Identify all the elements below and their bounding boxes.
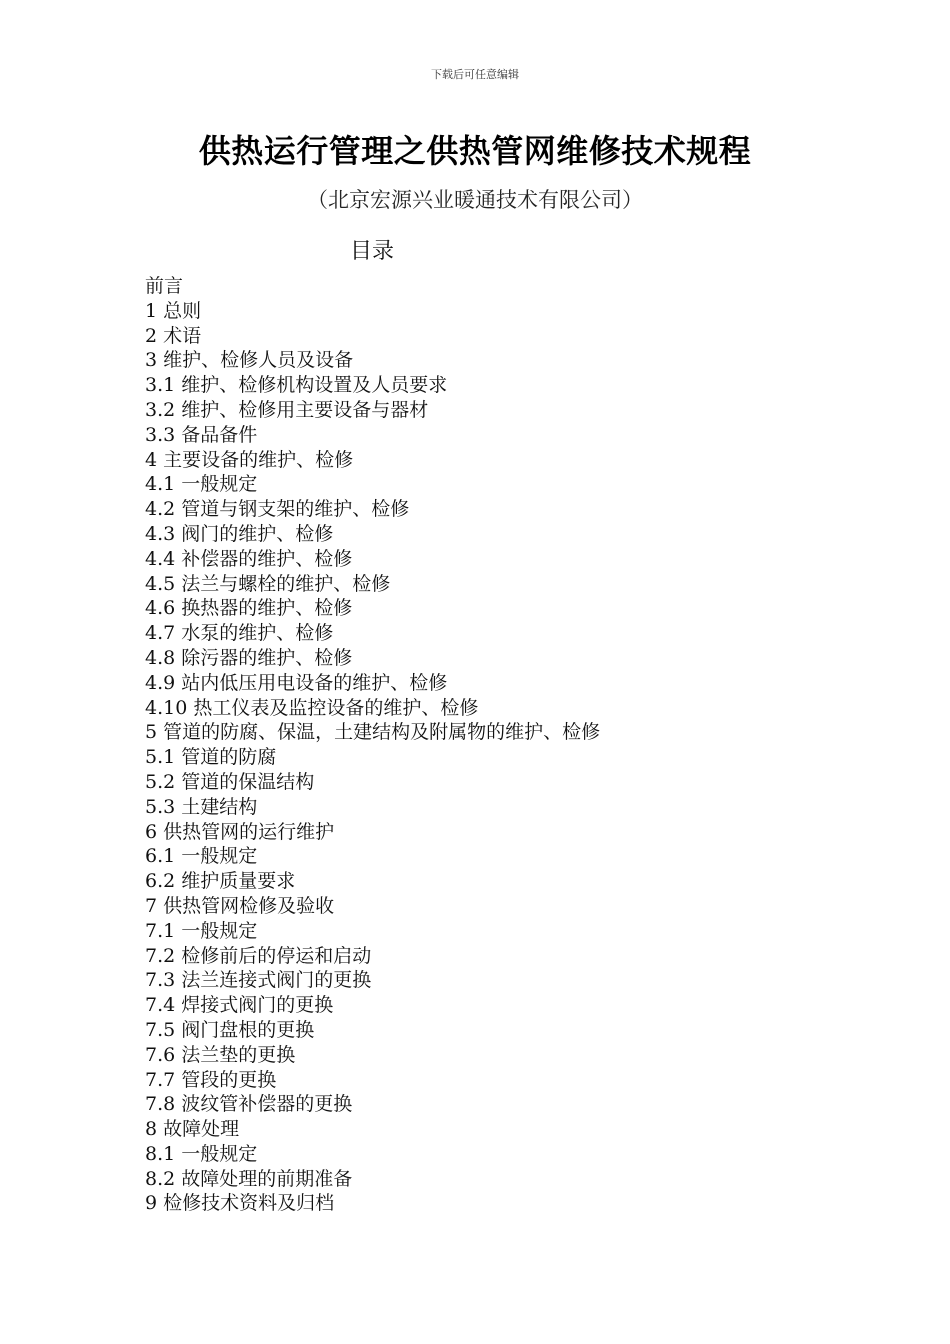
toc-entry: 4.4 补偿器的维护、检修 bbox=[145, 547, 353, 570]
toc-entry: 6.1 一般规定 bbox=[145, 845, 258, 868]
toc-entry: 前言 bbox=[145, 275, 184, 297]
toc-entry: 4.10 热工仪表及监控设备的维护、检修 bbox=[145, 696, 479, 719]
toc-entry: 7.2 检修前后的停运和启动 bbox=[145, 944, 372, 967]
toc-entry: 7.3 法兰连接式阀门的更换 bbox=[145, 969, 372, 992]
document-title: 供热运行管理之供热管网维修技术规程 bbox=[198, 132, 752, 170]
toc-entry: 7.6 法兰垫的更换 bbox=[145, 1043, 296, 1066]
toc-entry: 1 总则 bbox=[145, 299, 202, 322]
toc-entry: 5.3 土建结构 bbox=[145, 795, 258, 818]
toc-entry: 4.1 一般规定 bbox=[145, 473, 258, 496]
toc-entry: 4.9 站内低压用电设备的维护、检修 bbox=[145, 671, 448, 694]
toc-entry: 3 维护、检修人员及设备 bbox=[145, 349, 354, 372]
header-note: 下载后可任意编辑 bbox=[431, 68, 519, 81]
toc-entry: 5.1 管道的防腐 bbox=[145, 746, 277, 769]
toc-entry: 3.1 维护、检修机构设置及人员要求 bbox=[145, 374, 448, 397]
toc-entry: 3.3 备品备件 bbox=[145, 423, 258, 446]
toc-entry: 7 供热管网检修及验收 bbox=[145, 894, 335, 917]
toc-entry: 6 供热管网的运行维护 bbox=[145, 820, 335, 843]
toc-entry: 4.7 水泵的维护、检修 bbox=[145, 622, 334, 645]
toc-entry: 4.5 法兰与螺栓的维护、检修 bbox=[145, 572, 391, 595]
toc-entry: 6.2 维护质量要求 bbox=[145, 870, 296, 893]
toc-entry: 7.1 一般规定 bbox=[145, 919, 258, 942]
toc-entry: 4.3 阀门的维护、检修 bbox=[145, 522, 334, 545]
toc-entry: 4 主要设备的维护、检修 bbox=[145, 448, 354, 471]
toc-entry: 3.2 维护、检修用主要设备与器材 bbox=[145, 398, 429, 421]
toc-entry: 7.8 波纹管补偿器的更换 bbox=[145, 1093, 353, 1116]
toc-entry: 4.6 换热器的维护、检修 bbox=[145, 597, 353, 620]
toc-entry: 5.2 管道的保温结构 bbox=[145, 770, 315, 793]
toc-entry: 4.2 管道与钢支架的维护、检修 bbox=[145, 498, 410, 521]
toc-entry: 8.2 故障处理的前期准备 bbox=[145, 1167, 353, 1190]
toc-entry: 9 检修技术资料及归档 bbox=[145, 1192, 335, 1215]
toc-entry: 4.8 除污器的维护、检修 bbox=[145, 646, 353, 669]
toc-entry: 8.1 一般规定 bbox=[145, 1142, 258, 1165]
toc-entry: 5 管道的防腐、保温，土建结构及附属物的维护、检修 bbox=[145, 721, 601, 744]
toc-heading: 目录 bbox=[350, 239, 395, 264]
toc-entry: 8 故障处理 bbox=[145, 1118, 240, 1141]
toc-entry: 2 术语 bbox=[145, 324, 202, 347]
table-of-contents bbox=[145, 274, 600, 1216]
toc-entry: 7.7 管段的更换 bbox=[145, 1068, 277, 1091]
document-subtitle: （北京宏源兴业暖通技术有限公司） bbox=[307, 188, 643, 212]
toc-entry: 7.4 焊接式阀门的更换 bbox=[145, 994, 334, 1017]
toc-entry: 7.5 阀门盘根的更换 bbox=[145, 1018, 315, 1041]
